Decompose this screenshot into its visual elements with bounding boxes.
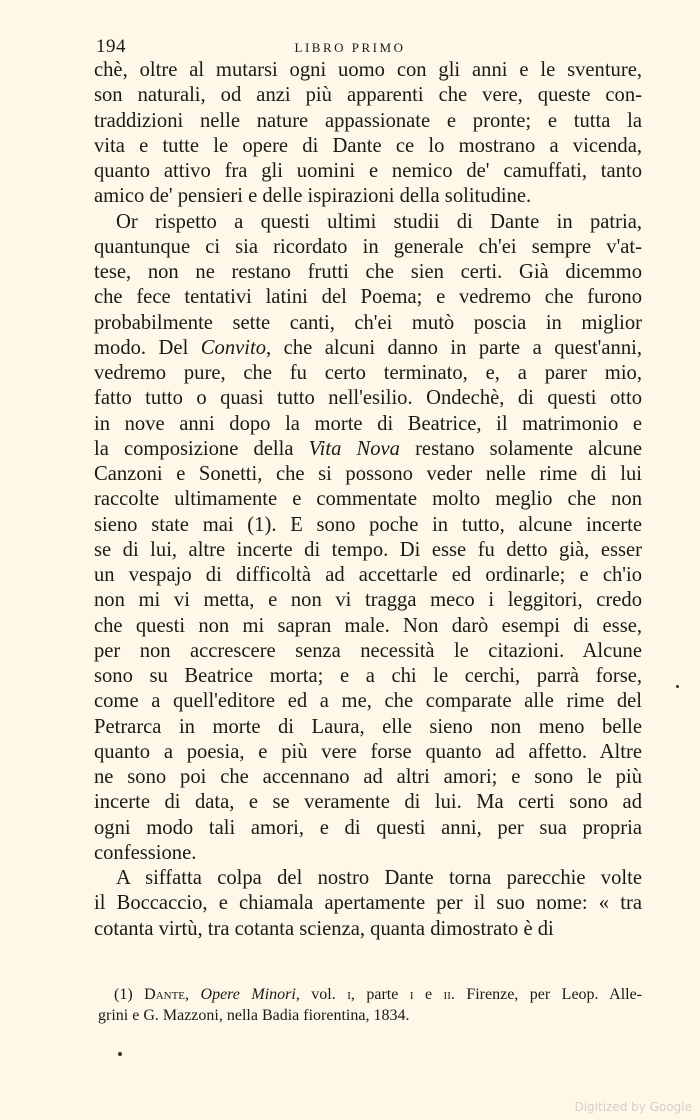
text-run: vedremo pure, che fu certo terminato, e, a parer mio, [94,362,642,384]
text-run: Petrarca in morte di Laura, elle sieno non meno belle [94,715,642,738]
text-run: cotanta virtù, tra cotanta scienza, quanta dimostrato è di [94,917,554,940]
italic-title: Opere Minori [200,986,296,1003]
paragraph [94,210,642,867]
text-line [94,487,642,512]
text-run: e [413,986,444,1003]
text-run: tese, non ne restano frutti che sien certi. Già dicemmo [94,261,642,283]
text-line [94,109,642,134]
text-run: , vol. [295,986,348,1003]
text-run: probabilmente sette canti, ch'ei mutò poscia in miglior [94,311,642,334]
text-run: traddizioni nelle nature appassionate e pronte; e tutta la [94,109,642,132]
footnote [98,984,643,1026]
text-line [94,412,642,437]
text-line [94,563,642,588]
text-line [94,260,642,285]
digitization-watermark: Digitized by Google [574,1100,692,1114]
margin-speck-1 [676,685,679,688]
text-line [94,336,642,361]
text-run: in nove anni dopo la morte di Beatrice, il matrimonio e [94,412,642,435]
body-text [94,58,642,942]
margin-speck-2 [118,1052,122,1056]
text-run: il Boccaccio, e chiamala apertamente per il suo nome: « tra [94,892,642,915]
running-head: LIBRO PRIMO [294,40,406,55]
text-line [94,58,642,83]
text-line [94,538,642,563]
text-run: chè, oltre al mutarsi ogni uomo con gli anni e le sventure, [94,59,642,81]
footnote-line [98,1005,642,1026]
text-run: incerte di data, e se veramente di lui. Ma certi sono ad [94,791,642,814]
small-caps-text: ii [443,986,451,1003]
text-run: , parte [350,986,410,1003]
text-run: son naturali, od anzi più apparenti che vere, queste con- [94,84,642,107]
text-line [94,790,642,815]
text-run: Canzoni e Sonetti, che si possono veder nelle rime di lui [94,463,642,485]
italic-title: Vita Nova [308,437,400,460]
small-caps-text: i [347,986,351,1003]
text-line [94,159,642,184]
small-caps-text: Dante [144,986,186,1003]
paragraph [94,58,642,210]
italic-title: Convito [200,336,267,359]
paragraph [94,866,642,942]
page-number: 194 [96,36,126,57]
text-run: confessione. [94,841,197,864]
text-line [94,83,642,108]
text-line [94,917,642,942]
text-line [94,311,642,336]
text-run: (1) [114,986,145,1003]
text-line [94,689,642,714]
text-run: restano solamente alcune [399,437,642,460]
text-line [94,664,642,689]
text-run: raccolte ultimamente e commentate molto meglio che non [94,488,642,511]
text-run: sieno state mai (1). E sono poche in tutto, alcune incerte [94,513,642,536]
text-line [94,614,642,639]
text-run: quanto attivo fra gli uomini e nemico de' camuffati, tanto [94,160,642,182]
text-run: modo. Del [94,336,201,359]
footnote-line [114,984,642,1005]
text-run: sono su Beatrice morta; e a chi le cerchi, parrà forse, [94,665,642,687]
small-caps-text: i [409,986,414,1003]
text-run: per non accrescere senza necessità le citazioni. Alcune [94,639,642,662]
text-run: ogni modo tali amori, e di questi anni, per sua propria [94,816,642,839]
text-line [94,134,642,159]
text-line [94,841,642,866]
text-line [94,386,642,411]
text-line [94,462,642,487]
text-line [94,715,642,740]
text-run: se di lui, altre incerte di tempo. Di esse fu detto già, esser [94,538,642,561]
text-run: . Firenze, per Leop. Alle- [450,986,643,1003]
text-line [94,235,642,260]
text-run: la composizione della [94,437,309,460]
text-run: che fece tentativi latini del Poema; e vedremo che furono [94,286,642,309]
text-run: quantunque ci sia ricordato in generale ch'ei sempre v'at- [94,235,642,258]
text-run: grini e G. Mazzoni, nella Badia fiorentina, 1834. [98,1007,410,1024]
text-run: ne sono poi che accennano ad altri amori; e sono le più [94,766,642,788]
text-run: vita e tutte le opere di Dante ce lo mostrano a vicenda, [94,134,642,157]
text-run: A siffatta colpa del nostro Dante torna parecchie volte [116,867,642,889]
text-run: amico de' pensieri e delle ispirazioni della solitudine. [94,185,532,208]
text-run: quanto a poesia, e più vere forse quanto ad affetto. Altre [94,740,642,763]
text-run: , [185,986,201,1003]
text-line [94,437,642,462]
text-line [94,210,642,235]
text-line [94,639,642,664]
text-run: non mi vi metta, e non vi tragga meco i leggitori, credo [94,589,642,612]
text-run: Or rispetto a questi ultimi studii di Dante in patria, [116,210,642,233]
text-run: come a quell'editore ed a me, che comparate alle rime del [94,690,642,713]
text-line [94,866,642,891]
text-line [94,285,642,310]
text-line [94,765,642,790]
text-line [94,740,642,765]
text-line [94,513,642,538]
text-run: che questi non mi sapran male. Non darò esempi di esse, [94,614,642,637]
text-run: un vespajo di difficoltà ad accettarle ed ordinarle; e ch'io [94,564,642,586]
text-line [94,184,642,209]
text-line [94,816,642,841]
text-line [94,588,642,613]
text-run: fatto tutto o quasi tutto nell'esilio. Ondechè, di questi otto [94,387,642,410]
text-line [94,361,642,386]
text-line [94,891,642,916]
text-run: , che alcuni danno in parte a quest'anni, [266,336,642,359]
